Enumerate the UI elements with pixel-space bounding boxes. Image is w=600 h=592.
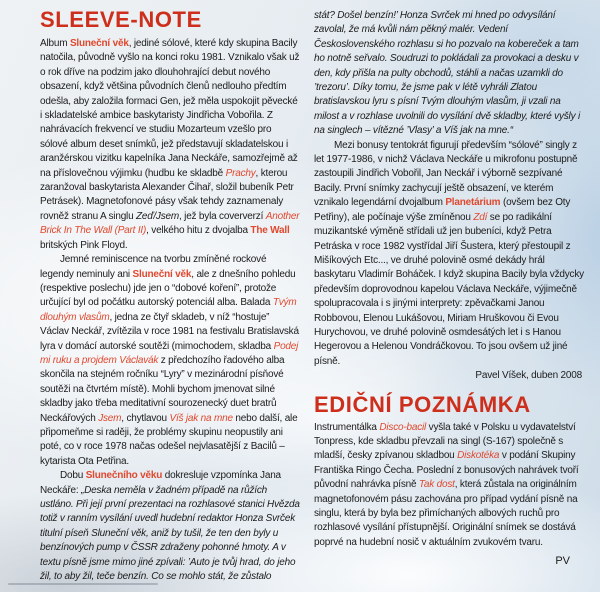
paragraph-reminiscence: Jemné reminiscence na tvorbu zmíněné rockové legendy neminuly ani Sluneční věk, ale z dnešního pohledu (respektive poslechu) jde jen o “dobové koření”, protože určující byl od počátku autorský potenciál alba. Balada Tvým dlouhým vlasům, jedna ze čtyř skladeb, v níž “hostuje” Václav Neckář, zvítězila v roce 1981 na festivalu Bratislavská lyra v domácí autorské soutěži (mimochodem, skladba Podej mi ruku a projdem Václavák z předchozího řadového alba skončila na stejném ročníku “Lyry” v mezinárodní písňové soutěži na čtvrtém místě). Mohli bychom jmenovat silné skladby jako třeba meditativní sourozenecký duet bratrů Neckářových Jsem, chytlavou Víš jak na mne nebo další, ale připomeňme si raději, že problémy skupinu neopustily ani poté, co v roce 1978 načas odešel nejvlasatější z Bacilů – kytarista Ota Petřina.: [40, 254, 299, 467]
paragraph-quote-end: stát? Došel benzín!’ Honza Svrček mi hned po odvysílání zavolal, že má kvůli nám pěkný malér. Vedení Československého rozhlasu si ho pozvalo na kobereček a tam ho notně seřvalo. Soudruzi to pokládali za provokaci a desku v den, kdy přišla na pulty obchodů, stáhli a načas uzamkli do ’trezoru’. Díky tomu, že jsme pak v létě vyhráli Zlatou bratislavskou lyru s písní Tvým dlouhým vlasům, ji vzali na milost a v rozhlase uvolnili do vysílání dvě skladby, které vyšly i na singlech – vítězné ’Vlasy’ a Víš jak na mne.“: [314, 10, 580, 137]
author-signature: Pavel Víšek, duben 2008: [475, 370, 582, 382]
sleeve-note-heading: SLEEVE-NOTE: [40, 7, 202, 32]
paragraph-quote-start: Dobu Slunečního věku dokresluje vzpomínka Jana Neckáře: „Deska neměla v žadném případě na růžích ustláno. Při její první prezentaci na rozhlasové stanici Hvězda totiž v ranním vysílání uvedl hudební redaktor Honza Svrček titulní píseň Sluneční věk, aniž by tušil, že ten den byly u benzínových pump v ČSSR zdraženy pohonné hmoty. A v textu písně jsme mimo jiné zpívali: ’Auto je tvůj hrad, do jeho žil, to aby žil, teče benzín. Co se mohlo stát, že zůstalo: [40, 470, 300, 583]
paragraph-album-intro: Album Sluneční věk, jediné sólové, které kdy skupina Bacily natočila, původně vyšlo na konci roku 1981. Vznikalo však už o rok dříve na podzim jako dlouhohrající debut nového obsazení, když většina původních členů nedlouho předtím odešla, aby založila formaci Gen, jež měla uspokojit pěvecké i skladatelské ambice baskytaristy Jindřicha Vobořila. Z nahrávacích frekvencí ve studiu Mozarteum vzešlo pro sólové album deset snímků, jež představují skladatelskou i aranžérskou vizitku kapelníka Jana Neckáře, samozřejmě až na příslovečnou výjimku (hudbu ke skladbě Prachy, kterou zaranžoval baskytarista Alexander Čihař, složil bubeník Petr Petrásek). Magnetofonové pásy však tehdy zaznamenaly rovněž stranu A singlu Zeď/Jsem, jež byla coververzí Another Brick In The Wall (Part II), velkého hitu z dvojalba The Wall britských Pink Floyd.: [40, 38, 300, 251]
paragraph-edition-note: Instrumentálka Disco-bacil vyšla také v Polsku u vydavatelství Tonpress, kde skladbu převzali na singl (S-167) společně s mladší, česky zpívanou skladbou Diskotéka v podání Skupiny Františka Ringo Čecha. Poslední z bonusových nahrávek tvoří původní nahrávka písně Tak dost, která zůstala na originálním magnetofonovém pásu zachována pro případ vydání písně na singlu, která by byla bez přimíchaných albových ruchů pro rozhlasové vysílání přístupnější. Originální snímek se dostává poprvé na hudební nosič v aktuálním zvukovém tvaru.: [314, 421, 579, 548]
text-columns: [40, 8, 584, 584]
cloud-shadow-line: [8, 583, 158, 585]
edition-note-heading: EDIČNÍ POZNÁMKA: [314, 391, 531, 417]
initials: PV: [555, 555, 570, 568]
paragraph-bonuses: Mezi bonusy tentokrát figurují především “sólové” singly z let 1977-1986, v nichž Václava Neckáře u mikrofonu postupně zastoupili Jindřich Vobořil, Jan Neckář i výborně sezpívané Bacily. První snímky zachycují ještě obsazení, ve kterém vznikalo legendární dvojalbum Planetárium (ovšem bez Oty Petřiny), ale počínaje výše zmíněnou Zdí se po radikální muzikantské výměně střídali už jen bubeníci, když Petra Petráska v roce 1982 vystřídal Jiří Šustera, který přestoupil z Mišíkových Etc..., ve druhé polovině osmé dekády hrál baskytaru Vladimír Boháček. I když skupina Bacily byla vždycky především doprovodnou kapelou Václava Neckáře, výjimečně spolupracovala i s jinými interprety: zpěvačkami Janou Robbovou, Elenou Lukášovou, Miriam Hruškovou či Evou Hurychovou, ve druhé polovině osmdesátých let i s Hanou Hegerovou a Helenou Vondráčkovou. To jsou ovšem už jiné písně.: [314, 139, 584, 367]
left-column: [40, 8, 300, 584]
right-column: [314, 8, 584, 569]
